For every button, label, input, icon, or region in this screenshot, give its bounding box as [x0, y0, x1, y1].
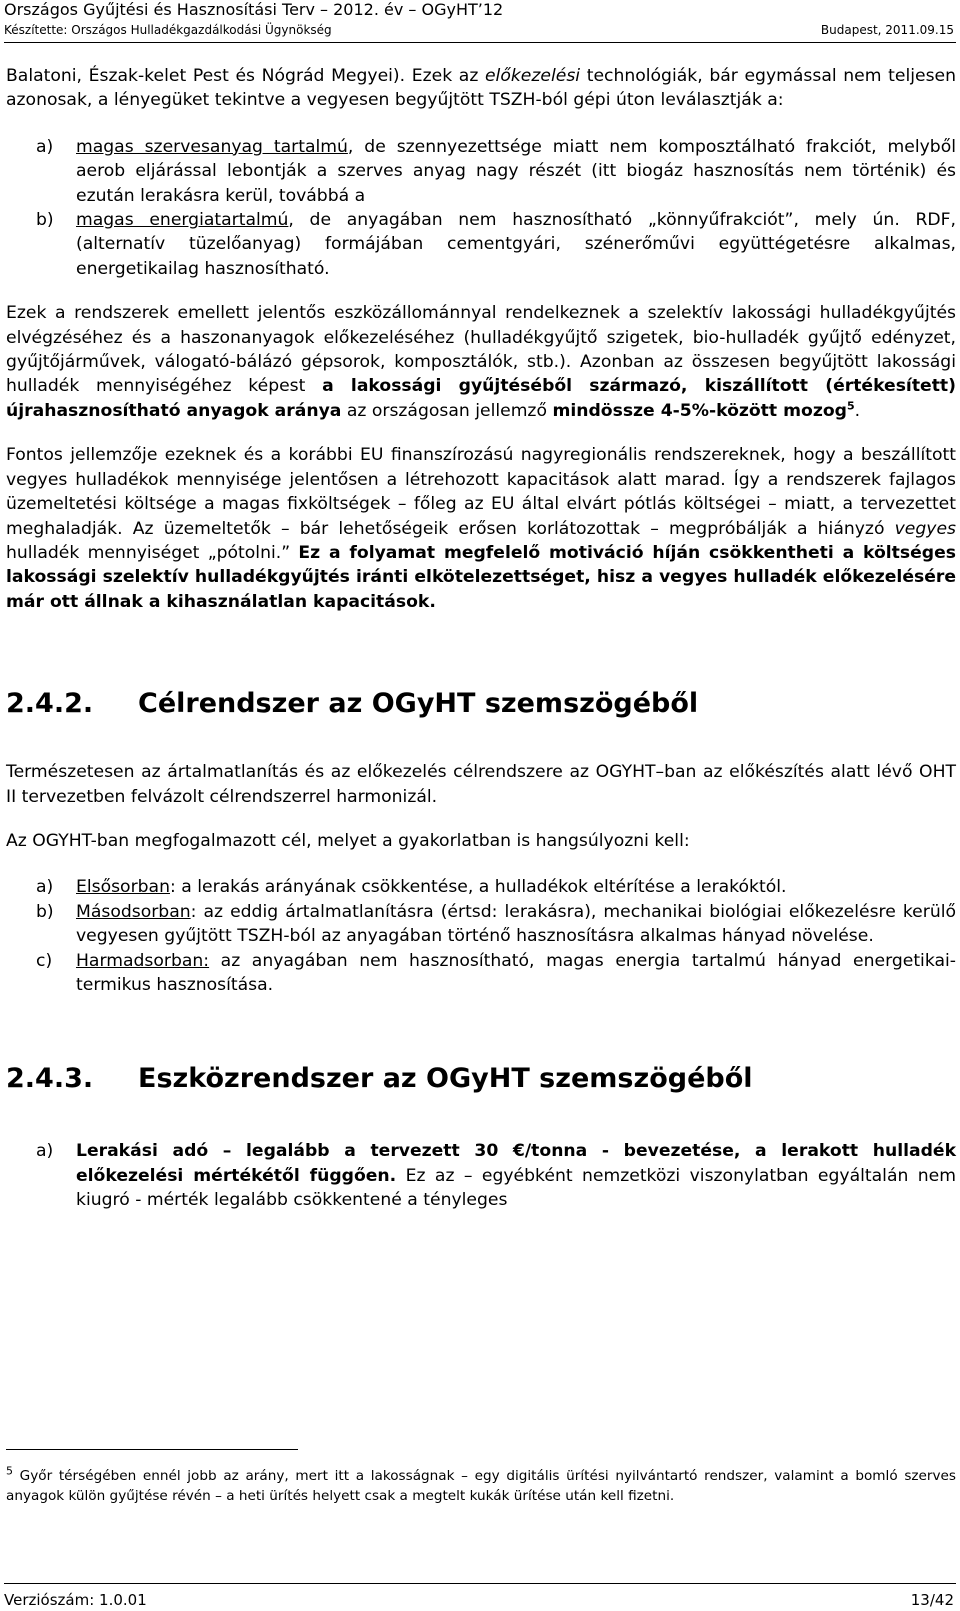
list-item	[6, 900, 956, 949]
section-number: 2.4.2.	[6, 688, 94, 720]
header-rule	[4, 42, 956, 43]
list-marker: a)	[36, 1141, 54, 1162]
list-marker: b)	[36, 901, 54, 922]
section-number: 2.4.3.	[6, 1063, 94, 1095]
text-run: az anyagában nem hasznosítható, magas energia tartalmú hányad energetikai-termikus hasznosítása.	[76, 950, 956, 995]
underlined-term: magas energiatartalmú	[76, 210, 289, 231]
italic-run: előkezelési	[484, 66, 581, 86]
list-item	[6, 949, 956, 998]
bold-run: mindössze 4-5%-között mozog	[552, 400, 847, 421]
bold-run: Lerakási adó – legalább a tervezett 30 €/tonna - bevezetése, a lerakott hulladék előkezelési mértékétől függően.	[76, 1141, 956, 1186]
page-number: 13/42	[910, 1591, 954, 1609]
bold-run: a lakossági gyűjtéséből származó, kiszállított (értékesített) újrahasznosítható anyagok aránya	[6, 376, 956, 421]
text-run: , de szennyezettsége miatt nem komposztálható frakciót, melyből aerob eljárással lebontják a szerves anyag nagy részét (itt biogáz hasznosítás nem történik) és ezután lerakásra kerül, továbbá a	[76, 136, 956, 206]
footer-version: Verziószám: 1.0.01	[4, 1591, 147, 1609]
section-title: Eszközrendszer az OGyHT szemszögéből	[138, 1063, 753, 1095]
text-run: az országosan jellemző	[341, 400, 553, 421]
text-run: .	[854, 400, 861, 421]
section-heading-2-4-2	[6, 686, 956, 722]
underlined-term: Harmadsorban:	[76, 950, 210, 971]
footnote-ref[interactable]: 5	[846, 399, 855, 413]
list-item	[6, 135, 956, 208]
underlined-term: Másodsorban	[76, 901, 191, 922]
header-author: Készítette: Országos Hulladékgazdálkodási Ügynökség	[4, 23, 332, 37]
list-marker: a)	[36, 877, 54, 898]
text-run: technológiák, bár egymással nem teljesen azonosak, a lényegüket tekintve a vegyesen begyűjtött TSZH-ból gépi úton leválasztják a:	[6, 66, 956, 111]
text-run: hulladék mennyiséget „pótolni.”	[6, 542, 299, 563]
footnote-separator	[6, 1449, 298, 1450]
list-marker: c)	[36, 950, 53, 971]
paragraph-intro	[6, 64, 956, 113]
italic-run: vegyes	[894, 518, 956, 539]
section-title: Célrendszer az OGyHT szemszögéből	[138, 688, 699, 720]
list-item	[6, 875, 956, 899]
section-heading-2-4-3	[6, 1061, 956, 1097]
text-run: : a lerakás arányának csökkentése, a hulladékok eltérítése a lerakóktól.	[169, 877, 787, 898]
underlined-term: Elsősorban	[76, 877, 170, 898]
text-run: , de anyagában nem hasznosítható „könnyűfrakciót”, mely ún. RDF, (alternatív tüzelőanyag) formájában cementgyári, szénerőművi együttégetésre alkalmas, energetikailag hasznosítható.	[76, 210, 956, 279]
list-marker: a)	[36, 136, 54, 157]
text-run: : az eddig ártalmatlanításra (értsd: lerakásra), mechanikai biológiai előkezelésre kerülő vegyesen gyűjtött TSZH-ból az anyagában történő hasznosításra alkalmas hányad növelése.	[76, 901, 956, 947]
footer-rule	[4, 1583, 956, 1584]
text-run: Ezek a rendszerek emellett jelentős eszközállománnyal rendelkeznek a szelektív lakossági hulladékgyűjtés elvégzéséhez és a haszonanyagok előkezeléséhez (hulladékgyűjtő szigetek, bio-hulladék gyűjtő edényzet, gyűjtőjárművek, válogató-bálázó gépsorok, komposztálók, stb.). Azonban az összesen begyűjtött lakossági hulladék mennyiségéhez képest	[6, 303, 956, 397]
footnote-number: 5	[6, 1464, 13, 1478]
paragraph-harmonize: Természetesen az ártalmatlanítás és az előkezelés célrendszere az OGYHT–ban az előkészítés alatt lévő OHT II tervezetben felvázolt célrendszerrel harmonizál.	[6, 762, 956, 807]
text-run: Fontos jellemzője ezeknek és a korábbi EU finanszírozású nagyregionális rendszereknek, hogy a beszállított vegyes hulladékok mennyisége jelentősen a létrehozott kapacitások alatt marad. Így a rendszerek fajlagos üzemeltetési költsége a magas fixköltségek – főleg az EU által elvárt pótlás költségei – miatt, a tervezettet meghaladják. Az üzemeltetők – bár lehetőségeik erősen korlátozottak – megpróbálják a hiányzó	[6, 445, 956, 539]
underlined-term: magas szervesanyag tartalmú	[76, 136, 348, 157]
document-body	[6, 64, 956, 1213]
bold-run: Ez a folyamat megfelelő motiváció híján csökkentheti a költséges lakossági szelektív hulladékgyűjtés iránti elkötelezettséget, hisz a vegyes hulladék előkezelésére már ott állnak a kihasználatlan kapacitások.	[6, 542, 956, 612]
footnote	[6, 1466, 956, 1506]
list-item	[6, 208, 956, 281]
paragraph-systems	[6, 301, 956, 423]
footnote-text: Győr térségében ennél jobb az arány, mert itt a lakosságnak – egy digitális ürítési nyilvántartó rendszer, valamint a bomló szerves anyagok külön gyűjtése révén – a heti ürítés helyett csak a megtelt kukák ürítése után kell fizetni.	[6, 1468, 956, 1504]
list-item	[6, 1139, 956, 1212]
paragraph-goal: Az OGYHT-ban megfogalmazott cél, melyet a gyakorlatban is hangsúlyozni kell:	[6, 830, 690, 851]
list-marker: b)	[36, 210, 54, 231]
text-run: Balatoni, Észak-kelet Pest és Nógrád Megyei). Ezek az	[6, 66, 485, 86]
header-title: Országos Gyűjtési és Hasznosítási Terv – 2012. év – OGyHT’12	[4, 0, 504, 19]
header-date: Budapest, 2011.09.15	[820, 23, 954, 37]
text-run: Ez az – egyébként nemzetközi viszonylatban egyáltalán nem kiugró - mérték legalább csökkentené a tényleges	[76, 1165, 956, 1211]
paragraph-costs	[6, 443, 956, 614]
